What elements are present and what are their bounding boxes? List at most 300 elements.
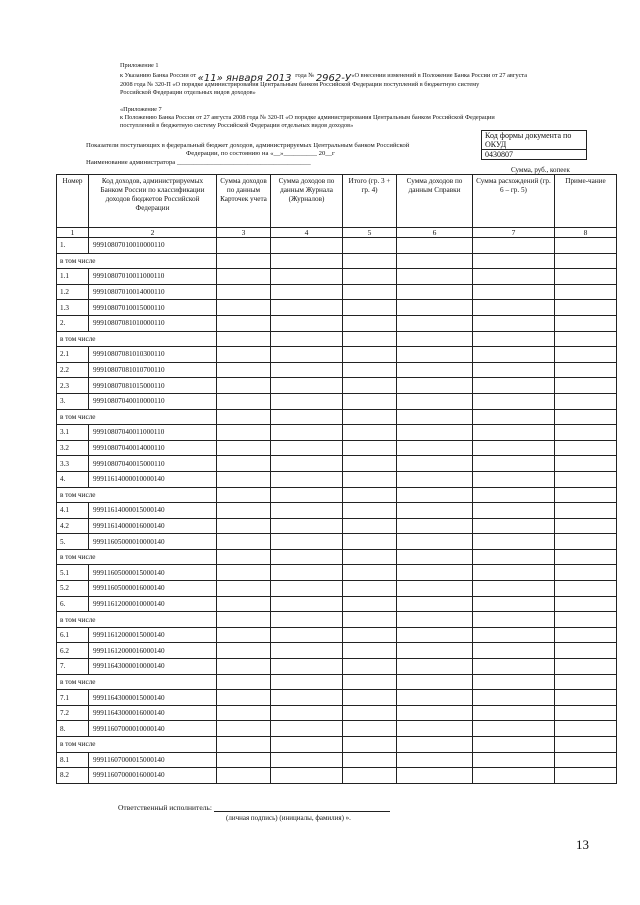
empty-cell[interactable] bbox=[473, 331, 555, 347]
empty-cell[interactable] bbox=[555, 487, 617, 503]
column-header: Сумма доходов по данным Справки bbox=[397, 175, 473, 228]
empty-cell[interactable] bbox=[217, 300, 271, 316]
empty-cell[interactable] bbox=[343, 612, 397, 628]
row-number: 4.2 bbox=[57, 518, 89, 534]
empty-cell[interactable] bbox=[473, 596, 555, 612]
empty-cell[interactable] bbox=[271, 315, 343, 331]
empty-cell[interactable] bbox=[473, 674, 555, 690]
empty-cell[interactable] bbox=[473, 487, 555, 503]
table-row bbox=[57, 378, 617, 394]
income-code: 99911612000015000140 bbox=[89, 627, 217, 643]
empty-cell[interactable] bbox=[555, 737, 617, 753]
empty-cell[interactable] bbox=[473, 409, 555, 425]
row-number: 3.1 bbox=[57, 425, 89, 441]
table-row bbox=[57, 238, 617, 254]
empty-cell[interactable] bbox=[473, 549, 555, 565]
empty-cell[interactable] bbox=[397, 627, 473, 643]
income-code: 99911607000015000140 bbox=[89, 752, 217, 768]
empty-cell[interactable] bbox=[397, 612, 473, 628]
including-label: в том числе bbox=[57, 737, 217, 753]
empty-cell[interactable] bbox=[397, 378, 473, 394]
empty-cell[interactable] bbox=[555, 456, 617, 472]
empty-cell[interactable] bbox=[343, 737, 397, 753]
empty-cell[interactable] bbox=[343, 253, 397, 269]
empty-cell[interactable] bbox=[555, 503, 617, 519]
empty-cell[interactable] bbox=[473, 238, 555, 254]
empty-cell[interactable] bbox=[217, 690, 271, 706]
empty-cell[interactable] bbox=[217, 627, 271, 643]
table-row bbox=[57, 518, 617, 534]
row-number: 2. bbox=[57, 315, 89, 331]
empty-cell[interactable] bbox=[343, 549, 397, 565]
row-number: 5. bbox=[57, 534, 89, 550]
empty-cell[interactable] bbox=[473, 362, 555, 378]
empty-cell[interactable] bbox=[271, 581, 343, 597]
table-row bbox=[57, 503, 617, 519]
empty-cell[interactable] bbox=[555, 440, 617, 456]
empty-cell[interactable] bbox=[271, 284, 343, 300]
empty-cell[interactable] bbox=[397, 596, 473, 612]
empty-cell[interactable] bbox=[555, 690, 617, 706]
empty-cell[interactable] bbox=[473, 393, 555, 409]
empty-cell[interactable] bbox=[271, 768, 343, 784]
empty-cell[interactable] bbox=[343, 238, 397, 254]
income-code: 99910807081010000110 bbox=[89, 315, 217, 331]
empty-cell[interactable] bbox=[555, 347, 617, 363]
empty-cell[interactable] bbox=[271, 705, 343, 721]
income-code: 99910807081015000110 bbox=[89, 378, 217, 394]
column-number: 8 bbox=[555, 228, 617, 238]
empty-cell[interactable] bbox=[473, 425, 555, 441]
row-number: 3. bbox=[57, 393, 89, 409]
empty-cell[interactable] bbox=[343, 284, 397, 300]
appendix-1-prefix: к Указанию Банка России от bbox=[120, 72, 197, 79]
empty-cell[interactable] bbox=[217, 362, 271, 378]
empty-cell[interactable] bbox=[397, 471, 473, 487]
including-label: в том числе bbox=[57, 253, 217, 269]
empty-cell[interactable] bbox=[555, 612, 617, 628]
empty-cell[interactable] bbox=[555, 393, 617, 409]
empty-cell[interactable] bbox=[343, 487, 397, 503]
empty-cell[interactable] bbox=[397, 705, 473, 721]
income-code: 99911605000015000140 bbox=[89, 565, 217, 581]
row-number: 4.1 bbox=[57, 503, 89, 519]
empty-cell[interactable] bbox=[555, 471, 617, 487]
empty-cell[interactable] bbox=[397, 752, 473, 768]
column-header: Сумма доходов по данным Журнала (Журналов) bbox=[271, 175, 343, 228]
empty-cell[interactable] bbox=[343, 378, 397, 394]
empty-cell[interactable] bbox=[217, 487, 271, 503]
empty-cell[interactable] bbox=[217, 456, 271, 472]
empty-cell[interactable] bbox=[555, 752, 617, 768]
empty-cell[interactable] bbox=[397, 721, 473, 737]
column-number: 4 bbox=[271, 228, 343, 238]
column-header: Итого (гр. 3 + гр. 4) bbox=[343, 175, 397, 228]
report-title-line-2: Федерации, по состоянию на «__»__________ 20__г bbox=[186, 150, 335, 157]
row-number: 5.2 bbox=[57, 581, 89, 597]
empty-cell[interactable] bbox=[217, 721, 271, 737]
empty-cell[interactable] bbox=[397, 659, 473, 675]
empty-cell[interactable] bbox=[397, 549, 473, 565]
empty-cell[interactable] bbox=[397, 347, 473, 363]
empty-cell[interactable] bbox=[271, 565, 343, 581]
income-code: 99911614000010000140 bbox=[89, 471, 217, 487]
empty-cell[interactable] bbox=[343, 347, 397, 363]
empty-cell[interactable] bbox=[343, 674, 397, 690]
empty-cell[interactable] bbox=[343, 269, 397, 285]
empty-cell[interactable] bbox=[473, 253, 555, 269]
empty-cell[interactable] bbox=[343, 534, 397, 550]
table-row bbox=[57, 315, 617, 331]
table-row bbox=[57, 269, 617, 285]
okud-label: Код формы документа по ОКУД bbox=[482, 131, 587, 150]
empty-cell[interactable] bbox=[473, 440, 555, 456]
empty-cell[interactable] bbox=[217, 768, 271, 784]
empty-cell[interactable] bbox=[217, 393, 271, 409]
empty-cell[interactable] bbox=[217, 238, 271, 254]
empty-cell[interactable] bbox=[397, 315, 473, 331]
empty-cell[interactable] bbox=[271, 612, 343, 628]
empty-cell[interactable] bbox=[217, 534, 271, 550]
empty-cell[interactable] bbox=[271, 503, 343, 519]
empty-cell[interactable] bbox=[397, 534, 473, 550]
empty-cell[interactable] bbox=[473, 471, 555, 487]
empty-cell[interactable] bbox=[271, 238, 343, 254]
column-number: 1 bbox=[57, 228, 89, 238]
row-number: 3.2 bbox=[57, 440, 89, 456]
table-header-row bbox=[57, 175, 617, 228]
empty-cell[interactable] bbox=[271, 549, 343, 565]
empty-cell[interactable] bbox=[397, 737, 473, 753]
income-code: 99911643000016000140 bbox=[89, 705, 217, 721]
empty-cell[interactable] bbox=[397, 768, 473, 784]
subtotal-label-row bbox=[57, 331, 617, 347]
empty-cell[interactable] bbox=[473, 347, 555, 363]
table-row bbox=[57, 768, 617, 784]
empty-cell[interactable] bbox=[217, 347, 271, 363]
row-number: 1. bbox=[57, 238, 89, 254]
empty-cell[interactable] bbox=[271, 471, 343, 487]
empty-cell[interactable] bbox=[473, 378, 555, 394]
row-number: 7.2 bbox=[57, 705, 89, 721]
table-row bbox=[57, 627, 617, 643]
appendix-7-line-3: поступлений в бюджетную систему Российской Федерации отдельных видов доходов» bbox=[120, 122, 354, 129]
empty-cell[interactable] bbox=[271, 378, 343, 394]
empty-cell[interactable] bbox=[343, 581, 397, 597]
empty-cell[interactable] bbox=[271, 737, 343, 753]
table-row bbox=[57, 752, 617, 768]
empty-cell[interactable] bbox=[343, 409, 397, 425]
including-label: в том числе bbox=[57, 487, 217, 503]
empty-cell[interactable] bbox=[217, 643, 271, 659]
empty-cell[interactable] bbox=[343, 331, 397, 347]
empty-cell[interactable] bbox=[343, 705, 397, 721]
empty-cell[interactable] bbox=[397, 284, 473, 300]
empty-cell[interactable] bbox=[271, 487, 343, 503]
empty-cell[interactable] bbox=[343, 752, 397, 768]
empty-cell[interactable] bbox=[271, 627, 343, 643]
table-row bbox=[57, 565, 617, 581]
empty-cell[interactable] bbox=[217, 518, 271, 534]
empty-cell[interactable] bbox=[271, 425, 343, 441]
empty-cell[interactable] bbox=[555, 238, 617, 254]
empty-cell[interactable] bbox=[555, 253, 617, 269]
empty-cell[interactable] bbox=[555, 549, 617, 565]
empty-cell[interactable] bbox=[271, 534, 343, 550]
empty-cell[interactable] bbox=[555, 581, 617, 597]
empty-cell[interactable] bbox=[217, 409, 271, 425]
table-row bbox=[57, 643, 617, 659]
income-code: 99910807081010700110 bbox=[89, 362, 217, 378]
empty-cell[interactable] bbox=[397, 253, 473, 269]
table-body bbox=[57, 238, 617, 784]
empty-cell[interactable] bbox=[217, 549, 271, 565]
empty-cell[interactable] bbox=[217, 596, 271, 612]
table-row bbox=[57, 425, 617, 441]
empty-cell[interactable] bbox=[343, 659, 397, 675]
empty-cell[interactable] bbox=[271, 409, 343, 425]
empty-cell[interactable] bbox=[555, 596, 617, 612]
income-code: 99911612000016000140 bbox=[89, 643, 217, 659]
income-code: 99911607000010000140 bbox=[89, 721, 217, 737]
empty-cell[interactable] bbox=[397, 409, 473, 425]
empty-cell[interactable] bbox=[397, 643, 473, 659]
empty-cell[interactable] bbox=[555, 425, 617, 441]
empty-cell[interactable] bbox=[397, 674, 473, 690]
empty-cell[interactable] bbox=[217, 705, 271, 721]
empty-cell[interactable] bbox=[217, 440, 271, 456]
empty-cell[interactable] bbox=[473, 581, 555, 597]
empty-cell[interactable] bbox=[343, 721, 397, 737]
empty-cell[interactable] bbox=[473, 315, 555, 331]
empty-cell[interactable] bbox=[397, 269, 473, 285]
including-label: в том числе bbox=[57, 674, 217, 690]
column-number: 2 bbox=[89, 228, 217, 238]
appendix-1-line-4: Российской Федерации отдельных видов доходов» bbox=[120, 89, 256, 96]
empty-cell[interactable] bbox=[473, 534, 555, 550]
empty-cell[interactable] bbox=[397, 440, 473, 456]
income-code: 99910807040011000110 bbox=[89, 425, 217, 441]
empty-cell[interactable] bbox=[271, 269, 343, 285]
empty-cell[interactable] bbox=[217, 674, 271, 690]
table-row bbox=[57, 534, 617, 550]
empty-cell[interactable] bbox=[397, 300, 473, 316]
empty-cell[interactable] bbox=[217, 565, 271, 581]
empty-cell[interactable] bbox=[271, 331, 343, 347]
empty-cell[interactable] bbox=[555, 534, 617, 550]
column-number-row bbox=[57, 228, 617, 238]
empty-cell[interactable] bbox=[343, 456, 397, 472]
empty-cell[interactable] bbox=[555, 300, 617, 316]
empty-cell[interactable] bbox=[473, 659, 555, 675]
empty-cell[interactable] bbox=[555, 721, 617, 737]
empty-cell[interactable] bbox=[271, 300, 343, 316]
table-row bbox=[57, 705, 617, 721]
empty-cell[interactable] bbox=[271, 659, 343, 675]
empty-cell[interactable] bbox=[555, 627, 617, 643]
empty-cell[interactable] bbox=[271, 440, 343, 456]
empty-cell[interactable] bbox=[343, 565, 397, 581]
income-code: 99910807040014000110 bbox=[89, 440, 217, 456]
empty-cell[interactable] bbox=[555, 643, 617, 659]
column-number: 6 bbox=[397, 228, 473, 238]
appendix-7-title: «Приложение 7 bbox=[120, 106, 162, 113]
empty-cell[interactable] bbox=[343, 690, 397, 706]
empty-cell[interactable] bbox=[397, 362, 473, 378]
subtotal-label-row bbox=[57, 674, 617, 690]
empty-cell[interactable] bbox=[217, 612, 271, 628]
table-row bbox=[57, 721, 617, 737]
empty-cell[interactable] bbox=[271, 752, 343, 768]
empty-cell[interactable] bbox=[217, 284, 271, 300]
empty-cell[interactable] bbox=[473, 518, 555, 534]
empty-cell[interactable] bbox=[343, 643, 397, 659]
appendix-1-line-2 bbox=[120, 72, 528, 84]
empty-cell[interactable] bbox=[555, 659, 617, 675]
empty-cell[interactable] bbox=[555, 378, 617, 394]
empty-cell[interactable] bbox=[271, 518, 343, 534]
empty-cell[interactable] bbox=[217, 315, 271, 331]
row-number: 1.1 bbox=[57, 269, 89, 285]
empty-cell[interactable] bbox=[343, 315, 397, 331]
empty-cell[interactable] bbox=[473, 456, 555, 472]
income-code: 99911614000015000140 bbox=[89, 503, 217, 519]
income-code: 99911607000016000140 bbox=[89, 768, 217, 784]
empty-cell[interactable] bbox=[555, 315, 617, 331]
empty-cell[interactable] bbox=[473, 300, 555, 316]
empty-cell[interactable] bbox=[343, 300, 397, 316]
signature-hint: (личная подпись) (инициалы, фамилия) ». bbox=[226, 814, 351, 822]
empty-cell[interactable] bbox=[555, 331, 617, 347]
empty-cell[interactable] bbox=[271, 253, 343, 269]
empty-cell[interactable] bbox=[271, 362, 343, 378]
empty-cell[interactable] bbox=[473, 690, 555, 706]
row-number: 1.3 bbox=[57, 300, 89, 316]
empty-cell[interactable] bbox=[397, 518, 473, 534]
empty-cell[interactable] bbox=[397, 331, 473, 347]
empty-cell[interactable] bbox=[343, 503, 397, 519]
column-header: Номер bbox=[57, 175, 89, 228]
empty-cell[interactable] bbox=[271, 690, 343, 706]
empty-cell[interactable] bbox=[555, 269, 617, 285]
table-row bbox=[57, 347, 617, 363]
empty-cell[interactable] bbox=[397, 238, 473, 254]
empty-cell[interactable] bbox=[217, 253, 271, 269]
empty-cell[interactable] bbox=[555, 768, 617, 784]
empty-cell[interactable] bbox=[217, 331, 271, 347]
including-label: в том числе bbox=[57, 612, 217, 628]
empty-cell[interactable] bbox=[343, 596, 397, 612]
empty-cell[interactable] bbox=[555, 705, 617, 721]
empty-cell[interactable] bbox=[343, 425, 397, 441]
empty-cell[interactable] bbox=[271, 347, 343, 363]
report-title-line-1: Показатели поступающих в федеральный бюджет доходов, администрируемых Центральным банком Российской bbox=[86, 142, 410, 149]
income-code: 99910807010015000110 bbox=[89, 300, 217, 316]
column-header: Сумма расхождений (гр. 6 – гр. 5) bbox=[473, 175, 555, 228]
empty-cell[interactable] bbox=[217, 269, 271, 285]
empty-cell[interactable] bbox=[473, 737, 555, 753]
empty-cell[interactable] bbox=[555, 362, 617, 378]
empty-cell[interactable] bbox=[555, 565, 617, 581]
empty-cell[interactable] bbox=[473, 643, 555, 659]
empty-cell[interactable] bbox=[271, 456, 343, 472]
empty-cell[interactable] bbox=[473, 705, 555, 721]
empty-cell[interactable] bbox=[217, 752, 271, 768]
empty-cell[interactable] bbox=[217, 737, 271, 753]
empty-cell[interactable] bbox=[343, 627, 397, 643]
empty-cell[interactable] bbox=[473, 612, 555, 628]
empty-cell[interactable] bbox=[397, 690, 473, 706]
empty-cell[interactable] bbox=[473, 284, 555, 300]
empty-cell[interactable] bbox=[217, 425, 271, 441]
empty-cell[interactable] bbox=[555, 674, 617, 690]
column-header: Сумма доходов по данным Карточек учета bbox=[217, 175, 271, 228]
empty-cell[interactable] bbox=[397, 565, 473, 581]
empty-cell[interactable] bbox=[473, 627, 555, 643]
empty-cell[interactable] bbox=[217, 378, 271, 394]
empty-cell[interactable] bbox=[473, 752, 555, 768]
empty-cell[interactable] bbox=[217, 581, 271, 597]
empty-cell[interactable] bbox=[397, 487, 473, 503]
empty-cell[interactable] bbox=[343, 362, 397, 378]
empty-cell[interactable] bbox=[343, 518, 397, 534]
empty-cell[interactable] bbox=[343, 393, 397, 409]
empty-cell[interactable] bbox=[343, 471, 397, 487]
empty-cell[interactable] bbox=[397, 503, 473, 519]
empty-cell[interactable] bbox=[555, 409, 617, 425]
row-number: 2.2 bbox=[57, 362, 89, 378]
subtotal-label-row bbox=[57, 737, 617, 753]
empty-cell[interactable] bbox=[397, 581, 473, 597]
column-number: 7 bbox=[473, 228, 555, 238]
empty-cell[interactable] bbox=[555, 284, 617, 300]
column-header: Приме-чание bbox=[555, 175, 617, 228]
row-number: 8. bbox=[57, 721, 89, 737]
empty-cell[interactable] bbox=[473, 768, 555, 784]
empty-cell[interactable] bbox=[473, 503, 555, 519]
empty-cell[interactable] bbox=[473, 269, 555, 285]
row-number: 2.3 bbox=[57, 378, 89, 394]
empty-cell[interactable] bbox=[473, 721, 555, 737]
table-row bbox=[57, 393, 617, 409]
row-number: 3.3 bbox=[57, 456, 89, 472]
empty-cell[interactable] bbox=[217, 503, 271, 519]
appendix-1-suffix: «О внесении изменений в Положение Банка России от 27 августа bbox=[351, 72, 528, 79]
empty-cell[interactable] bbox=[271, 393, 343, 409]
empty-cell[interactable] bbox=[343, 440, 397, 456]
empty-cell[interactable] bbox=[397, 393, 473, 409]
column-number: 3 bbox=[217, 228, 271, 238]
empty-cell[interactable] bbox=[271, 643, 343, 659]
empty-cell[interactable] bbox=[473, 565, 555, 581]
empty-cell[interactable] bbox=[397, 456, 473, 472]
empty-cell[interactable] bbox=[217, 659, 271, 675]
row-number: 6.1 bbox=[57, 627, 89, 643]
row-number: 7. bbox=[57, 659, 89, 675]
empty-cell[interactable] bbox=[343, 768, 397, 784]
empty-cell[interactable] bbox=[555, 518, 617, 534]
empty-cell[interactable] bbox=[271, 674, 343, 690]
empty-cell[interactable] bbox=[271, 721, 343, 737]
empty-cell[interactable] bbox=[217, 471, 271, 487]
empty-cell[interactable] bbox=[271, 596, 343, 612]
subtotal-label-row bbox=[57, 487, 617, 503]
row-number: 4. bbox=[57, 471, 89, 487]
subtotal-label-row bbox=[57, 253, 617, 269]
empty-cell[interactable] bbox=[397, 425, 473, 441]
table-row bbox=[57, 362, 617, 378]
row-number: 6. bbox=[57, 596, 89, 612]
